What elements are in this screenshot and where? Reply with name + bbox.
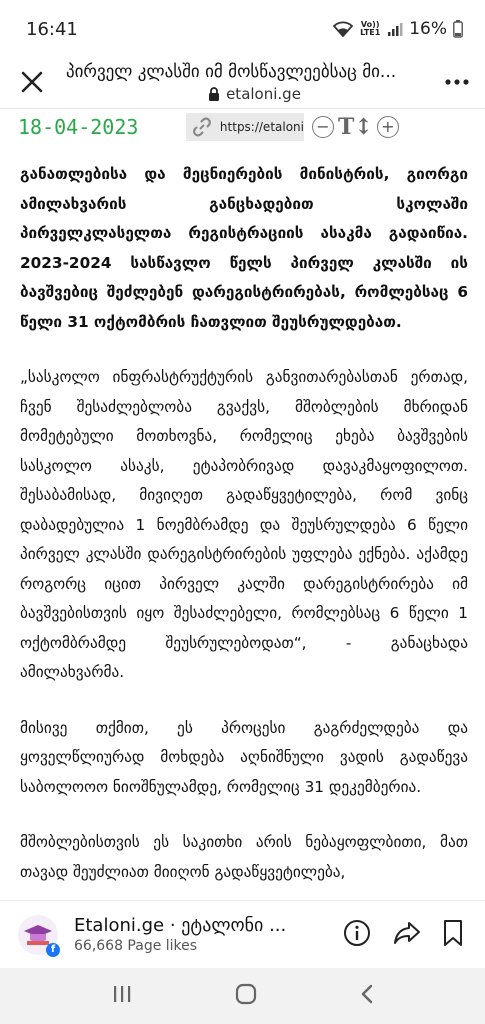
recents-button[interactable] <box>112 985 132 1007</box>
article-body <box>20 160 468 900</box>
close-icon <box>21 71 43 93</box>
close-button[interactable] <box>16 66 48 98</box>
page-actions <box>343 919 463 951</box>
text-size-controls <box>312 114 399 140</box>
share-icon <box>393 920 421 946</box>
article-paragraph: „სასკოლო ინფრასტრუქტურის განვითარებასთან ერთად, ჩვენ შესაძლებლობა გვაქვს, მშობლების მხრიდან მომეტებული მოთხოვნა, რომელიც ეხება ბავშვების სასკოლო ასაკს, ეტაპობრივად დავაკმაყოფილოთ. შესაბამისად, მივიღეთ გადაწყვეტილება, რომ ვინც დაბადებულია 1 ნოემბრამდე და შეუსრულდება 6 წელი პირველ კლასში დარეგისტრირების უფლება ექნება. აქამდე როგორც იცით პირველ კალში დარეგისტრირება იმ ბავშვებისთვის იყო შესაძლებელი, რომლებსაც 6 წელი 1 ოქტომბრამდე შეუსრულებოდათ“, - განაცხადა ამილახვარმა. <box>20 368 468 681</box>
zoom-out-button[interactable] <box>312 116 334 138</box>
status-icons <box>333 19 463 39</box>
info-icon <box>343 919 371 947</box>
link-icon <box>192 117 212 137</box>
back-icon <box>360 983 374 1005</box>
article-paragraph: მისივე თქმით, ეს პროცესი გაგრძელდება და ყოველწლიურად მოხდება აღნიშნული ვადის გადაწევა საბოლოოო ნიოშნულამდე, რომელიც 31 დეკემბერია. <box>20 718 468 796</box>
page-bar <box>0 900 485 968</box>
article-paragraph: მშობლებისთვის ეს საკითხი არის ნებაყოფლბითი, მათ თავად შეუძლიათ მიიღონ გადაწყვეტილება, <box>20 833 468 881</box>
status-time: 16:41 <box>26 18 78 40</box>
more-options-button[interactable] <box>443 66 471 98</box>
volte-indicator: Vo)) LTE1 <box>360 20 381 37</box>
page-title: პირველ კლასში იმ მოსწავლეებსაც მი... <box>66 61 397 82</box>
battery-icon <box>453 20 463 38</box>
lock-icon <box>208 87 220 101</box>
status-bar <box>0 0 485 58</box>
page-url: etaloni.ge <box>226 84 301 103</box>
battery-percent: 16% <box>409 19 447 39</box>
home-icon <box>235 983 257 1005</box>
page-avatar[interactable] <box>18 915 58 955</box>
share-link-text: https://etaloni <box>219 119 304 134</box>
wifi-icon <box>333 21 353 37</box>
signal-icon <box>387 21 403 37</box>
share-button[interactable] <box>393 920 421 950</box>
article-date: 18-04-2023 <box>18 114 139 139</box>
bookmark-button[interactable] <box>443 919 463 951</box>
back-button[interactable] <box>360 983 374 1009</box>
bookmark-icon <box>443 919 463 947</box>
recents-icon <box>112 985 132 1003</box>
info-button[interactable] <box>343 919 371 951</box>
text-size-icon: T↕ <box>338 113 373 140</box>
more-icon <box>445 79 469 85</box>
page-likes: 66,668 Page likes <box>74 938 198 954</box>
page-info[interactable] <box>74 915 343 954</box>
article-lead-paragraph: განათლებისა და მეცნიერების მინისტრის, გიორგი ამილახვარის განცხადებით სკოლაში პირველკლასელთა რეგისტრაციის ასაკმა გადაიწია. 2023-2024 სასწავლო წელს პირველ კლასში ის ბავშვებიც შეძლებენ დარეგისტრირებას, რომლებსაც 6 წელი 31 ოქტომბრის ჩათვლით შეუსრულდებათ. <box>20 165 468 331</box>
facebook-icon: f <box>46 943 60 957</box>
url-row[interactable] <box>66 85 443 103</box>
zoom-out-icon: − <box>316 116 330 136</box>
page-title-block <box>66 62 443 103</box>
zoom-in-icon: + <box>381 116 395 136</box>
home-button[interactable] <box>235 983 257 1009</box>
browser-header <box>0 58 485 106</box>
graduation-cap-icon <box>23 923 53 947</box>
share-link-box[interactable] <box>186 113 304 141</box>
article-toolbar <box>0 108 485 144</box>
system-nav-bar <box>0 968 485 1024</box>
page-name: Etaloni.ge · ეტალონი ... <box>74 915 287 936</box>
zoom-in-button[interactable] <box>377 116 399 138</box>
